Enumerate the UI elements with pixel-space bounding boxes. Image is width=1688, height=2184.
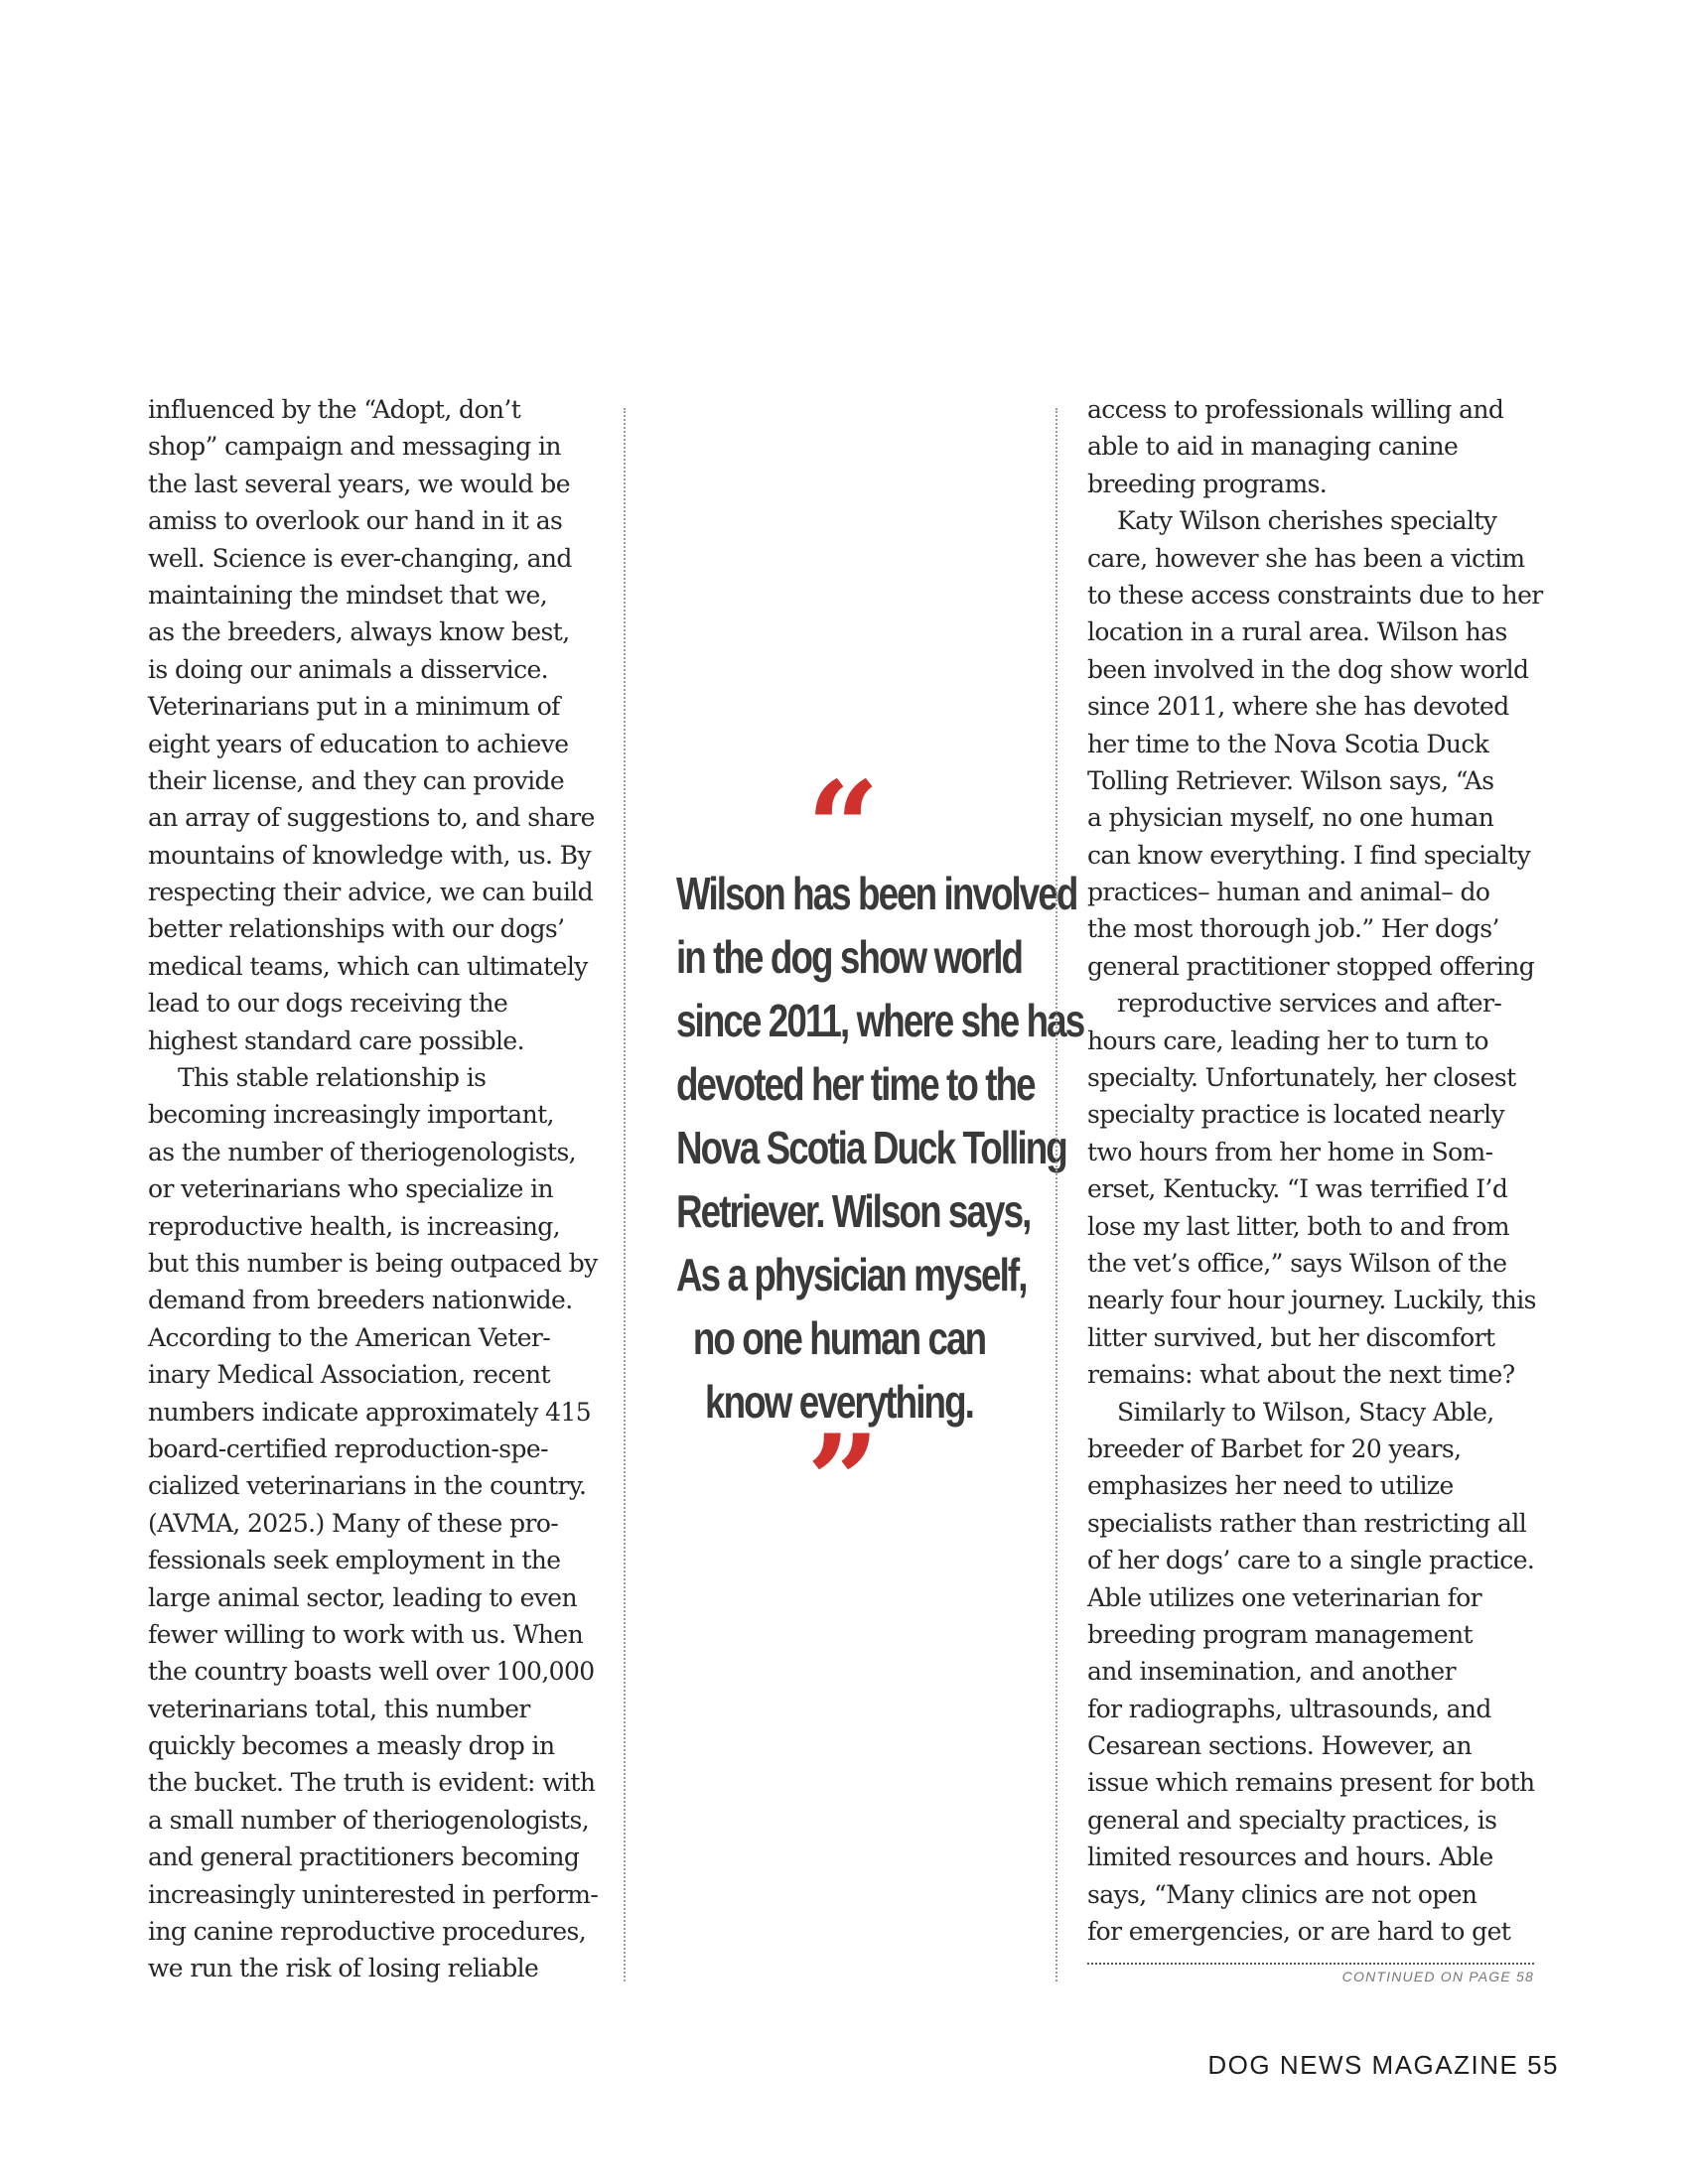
body-line: becoming increasingly important, bbox=[148, 1100, 554, 1130]
paragraph-start-line: Similarly to Wilson, Stacy Able, bbox=[1117, 1397, 1494, 1427]
body-line: (AVMA, 2025.) Many of these pro- bbox=[148, 1508, 559, 1538]
body-line: the country boasts well over 100,000 bbox=[148, 1657, 595, 1687]
page-folio: DOG NEWS MAGAZINE 55 bbox=[1207, 2050, 1559, 2080]
body-line: location in a rural area. Wilson has bbox=[1087, 617, 1507, 647]
body-line: ing canine reproductive procedures, bbox=[148, 1917, 587, 1947]
body-line: for radiographs, ultrasounds, and bbox=[1087, 1694, 1491, 1723]
body-line: says, “Many clinics are not open bbox=[1087, 1879, 1477, 1909]
body-line: the last several years, we would be bbox=[148, 469, 570, 498]
body-line: erset, Kentucky. “I was terrified I’d bbox=[1087, 1174, 1508, 1204]
body-line: respecting their advice, we can build bbox=[148, 878, 594, 907]
body-line: quickly becomes a measly drop in bbox=[148, 1731, 555, 1761]
body-line: breeding program management bbox=[1087, 1619, 1473, 1649]
body-line: demand from breeders nationwide. bbox=[148, 1286, 573, 1315]
right-article-column bbox=[1087, 391, 1544, 1950]
body-line: large animal sector, leading to even bbox=[148, 1582, 577, 1612]
body-line: fessionals seek employment in the bbox=[148, 1546, 561, 1575]
body-line: for emergencies, or are hard to get bbox=[1087, 1917, 1511, 1947]
body-line: Cesarean sections. However, an bbox=[1087, 1731, 1472, 1761]
pull-quote-line: since 2011, where she has bbox=[676, 995, 1084, 1046]
pull-quote-text bbox=[676, 862, 1084, 1433]
paragraph-start-line: Katy Wilson cherishes specialty bbox=[1117, 506, 1497, 536]
body-line: hours care, leading her to turn to bbox=[1087, 1025, 1488, 1055]
body-line: or veterinarians who specialize in bbox=[148, 1174, 554, 1204]
body-line: emphasizes her need to utilize bbox=[1087, 1471, 1454, 1501]
body-line: breeder of Barbet for 20 years, bbox=[1087, 1433, 1462, 1463]
body-line: Able utilizes one veterinarian for bbox=[1087, 1582, 1482, 1612]
body-line: as the number of theriogenologists, bbox=[148, 1137, 577, 1166]
body-line: veterinarians total, this number bbox=[148, 1694, 530, 1723]
body-line: Veterinarians put in a minimum of bbox=[148, 692, 560, 722]
column-divider-left bbox=[624, 408, 626, 1981]
pull-quote-line: know everything. bbox=[705, 1376, 973, 1428]
close-quote-mark: ” bbox=[806, 1408, 872, 1557]
body-line: as the breeders, always know best, bbox=[148, 617, 570, 647]
body-line: practices– human and animal– do bbox=[1087, 878, 1490, 907]
body-line: numbers indicate approximately 415 bbox=[148, 1397, 592, 1427]
body-line: access to professionals willing and bbox=[1087, 395, 1504, 424]
body-line: we run the risk of losing reliable bbox=[148, 1954, 539, 1983]
body-line: mountains of knowledge with, us. By bbox=[148, 840, 592, 870]
pull-quote-line: devoted her time to the bbox=[676, 1058, 1035, 1110]
body-line: but this number is being outpaced by bbox=[148, 1248, 598, 1278]
body-line: the bucket. The truth is evident: with bbox=[148, 1768, 596, 1798]
body-line: since 2011, where she has devoted bbox=[1087, 692, 1509, 722]
body-line: their license, and they can provide bbox=[148, 765, 565, 795]
body-line: specialty practice is located nearly bbox=[1087, 1100, 1505, 1130]
pull-quote-line: Retriever. Wilson says, bbox=[676, 1185, 1031, 1237]
column-divider-right bbox=[1055, 408, 1057, 1981]
body-line: issue which remains present for both bbox=[1087, 1768, 1535, 1798]
pull-quote-line: Wilson has been involved bbox=[676, 868, 1077, 919]
pull-quote-line: no one human can bbox=[692, 1312, 986, 1364]
body-line: better relationships with our dogs’ bbox=[148, 914, 565, 944]
body-line: nearly four hour journey. Luckily, this bbox=[1087, 1286, 1536, 1315]
body-line: the vet’s office,” says Wilson of the bbox=[1087, 1248, 1507, 1278]
body-line: fewer willing to work with us. When bbox=[148, 1619, 584, 1649]
body-line: been involved in the dog show world bbox=[1087, 654, 1529, 684]
body-line: to these access constraints due to her bbox=[1087, 580, 1543, 610]
body-line: specialty. Unfortunately, her closest bbox=[1087, 1063, 1516, 1093]
body-line: her time to the Nova Scotia Duck bbox=[1087, 729, 1489, 758]
body-line: specialists rather than restricting all bbox=[1087, 1508, 1527, 1538]
body-line: remains: what about the next time? bbox=[1087, 1360, 1515, 1390]
body-line: increasingly uninterested in perform- bbox=[148, 1879, 599, 1909]
body-line: litter survived, but her discomfort bbox=[1087, 1322, 1495, 1352]
body-line: shop” campaign and messaging in bbox=[148, 432, 561, 462]
body-line: can know everything. I find specialty bbox=[1087, 840, 1531, 870]
open-quote-mark: “ bbox=[806, 754, 872, 903]
pull-quote-line: Nova Scotia Duck Tolling bbox=[676, 1122, 1066, 1173]
body-line: care, however she has been a victim bbox=[1087, 543, 1525, 573]
pull-quote-line: in the dog show world bbox=[676, 931, 1023, 983]
left-article-column bbox=[148, 391, 599, 1987]
body-line: a physician myself, no one human bbox=[1087, 803, 1494, 833]
body-line: and insemination, and another bbox=[1087, 1657, 1456, 1687]
pull-quote-line: As a physician myself, bbox=[676, 1249, 1027, 1300]
body-line: of her dogs’ care to a single practice. bbox=[1087, 1546, 1535, 1575]
paragraph-start-line: reproductive services and after- bbox=[1117, 989, 1502, 1019]
continued-note: CONTINUED ON PAGE 58 bbox=[1341, 1969, 1534, 1984]
body-line: amiss to overlook our hand in it as bbox=[148, 506, 563, 536]
paragraph-start-line: This stable relationship is bbox=[178, 1063, 487, 1093]
body-line: influenced by the “Adopt, don’t bbox=[148, 395, 521, 424]
body-line: general practitioner stopped offering bbox=[1087, 951, 1535, 981]
body-line: two hours from her home in Som- bbox=[1087, 1137, 1493, 1166]
body-line: and general practitioners becoming bbox=[148, 1843, 580, 1872]
body-line: reproductive health, is increasing, bbox=[148, 1211, 560, 1241]
body-line: breeding programs. bbox=[1087, 469, 1328, 498]
body-line: an array of suggestions to, and share bbox=[148, 803, 595, 833]
body-line: According to the American Veter- bbox=[148, 1322, 551, 1352]
body-line: a small number of theriogenologists, bbox=[148, 1805, 590, 1835]
body-line: inary Medical Association, recent bbox=[148, 1360, 550, 1390]
body-line: limited resources and hours. Able bbox=[1087, 1843, 1493, 1872]
body-line: maintaining the mindset that we, bbox=[148, 580, 548, 610]
body-line: cialized veterinarians in the country. bbox=[148, 1471, 587, 1501]
body-line: Tolling Retriever. Wilson says, “As bbox=[1087, 765, 1494, 795]
body-line: is doing our animals a disservice. bbox=[148, 654, 549, 684]
body-line: board-certified reproduction-spe- bbox=[148, 1433, 548, 1463]
body-line: general and specialty practices, is bbox=[1087, 1805, 1497, 1835]
body-line: highest standard care possible. bbox=[148, 1025, 524, 1055]
continued-divider bbox=[1087, 1963, 1534, 1965]
pull-quote bbox=[635, 754, 1084, 1557]
body-line: the most thorough job.” Her dogs’ bbox=[1087, 914, 1499, 944]
body-line: medical teams, which can ultimately bbox=[148, 951, 588, 981]
body-line: eight years of education to achieve bbox=[148, 729, 569, 758]
body-line: well. Science is ever-changing, and bbox=[148, 543, 572, 573]
body-line: able to aid in managing canine bbox=[1087, 432, 1459, 462]
body-line: lead to our dogs receiving the bbox=[148, 989, 508, 1019]
body-line: lose my last litter, both to and from bbox=[1087, 1211, 1510, 1241]
